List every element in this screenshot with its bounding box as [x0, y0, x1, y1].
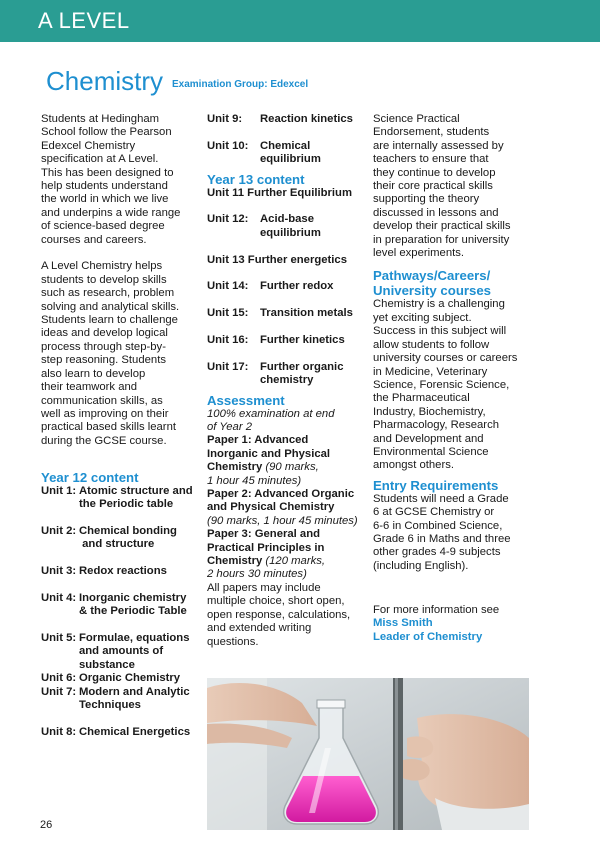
- text-line: Grade 6 in Maths and three: [373, 532, 511, 545]
- text-line: Science Practical: [373, 113, 460, 125]
- unit-title: [75, 592, 187, 619]
- text-line: (including English).: [373, 559, 469, 572]
- text-line: other grades 4-9 subjects: [373, 546, 501, 559]
- text-line: their teamwork and: [41, 381, 138, 394]
- text-line: of Year 2: [207, 421, 253, 434]
- entry-requirements-paragraph: [373, 493, 548, 573]
- unit-number: Unit 4:: [41, 591, 77, 604]
- text-line: level experiments.: [373, 247, 465, 260]
- text-line: in preparation for university: [373, 233, 510, 246]
- unit-title: [75, 485, 193, 512]
- unit-title: [256, 140, 321, 167]
- chemistry-flask-photo: [207, 678, 529, 830]
- unit-title: [256, 334, 345, 347]
- unit-title: [75, 672, 180, 685]
- text-line: Chemistry is a challenging: [373, 298, 505, 311]
- text-line: students to develop skills: [41, 273, 167, 286]
- text-line: such as research, problem: [41, 287, 175, 300]
- unit-item: [41, 525, 199, 552]
- unit-item: [207, 307, 365, 320]
- unit-item: [41, 485, 199, 512]
- assessment-intro: [207, 408, 365, 435]
- text-line: their core practical skills: [373, 180, 493, 193]
- text-line: step reasoning. Students: [41, 354, 166, 367]
- unit-title: [75, 726, 190, 739]
- unit-13: Unit 13 Further energetics: [207, 253, 347, 266]
- text-line: Success in this subject will: [373, 325, 507, 338]
- unit-number: Unit 17:: [207, 360, 249, 373]
- unit-number: Unit 12:: [207, 213, 249, 226]
- unit-title-line: substance: [79, 658, 135, 671]
- text-line: Paper 3: General and: [207, 528, 321, 541]
- text-line: A Level Chemistry helps: [41, 260, 163, 273]
- unit-title-line: Organic Chemistry: [79, 672, 181, 685]
- unit-title-line: Chemical: [260, 139, 311, 152]
- text-line: amongst others.: [373, 459, 455, 472]
- column-left: [41, 113, 199, 739]
- text-line: courses and careers.: [41, 233, 147, 246]
- unit-title-line: equilibrium: [260, 153, 321, 166]
- text-line: the world in which we live: [41, 193, 169, 206]
- unit-item: [41, 686, 199, 713]
- text-line: School follow the Pearson: [41, 126, 172, 139]
- unit-item: [207, 140, 365, 167]
- text-line: yet exciting subject.: [373, 311, 472, 324]
- unit-title-line: equilibrium: [260, 226, 321, 239]
- contact-role: Leader of Chemistry: [373, 630, 483, 643]
- page-number: 26: [40, 819, 53, 831]
- unit-item: [41, 592, 199, 619]
- text-line: during the GCSE course.: [41, 434, 167, 447]
- paper-2: Paper 2: Advanced Organic and Physical Chemistry (90 marks, 1 hour 45 minutes): [207, 488, 365, 528]
- unit-number: Unit 14:: [207, 280, 249, 293]
- text-line: discussed in lessons and: [373, 206, 499, 219]
- text-line: Edexcel Chemistry: [41, 139, 136, 152]
- text-line: specification at A Level.: [41, 153, 159, 166]
- unit-title-line: Further organic: [260, 360, 344, 373]
- text-line: practical based skills learnt: [41, 421, 176, 434]
- text-line: Industry, Biochemistry,: [373, 405, 486, 418]
- unit-title-line: Modern and Analytic: [79, 685, 190, 698]
- unit-title: [256, 361, 343, 388]
- text-line: All papers may include: [207, 581, 321, 594]
- unit-number: Unit 15:: [207, 307, 249, 320]
- text-line: questions.: [207, 635, 259, 648]
- text-line: Students at Hedingham: [41, 113, 160, 125]
- banner-title: A LEVEL: [38, 8, 130, 33]
- text-line: solving and analytical skills.: [41, 300, 180, 313]
- unit-title-line: chemistry: [260, 374, 314, 387]
- flask-illustration: [207, 678, 529, 830]
- text-line: teachers to ensure that: [373, 153, 489, 166]
- text-line: of science-based degree: [41, 220, 165, 233]
- unit-number: Unit 16:: [207, 334, 249, 346]
- text-line: This has been designed to: [41, 166, 174, 179]
- unit-item: [41, 565, 199, 578]
- intro-paragraph-1: [41, 113, 199, 247]
- text-line: Students will need a Grade: [373, 492, 509, 505]
- assessment-heading: Assessment: [207, 392, 285, 408]
- science-practical-paragraph: [373, 113, 548, 260]
- unit-title-line: Redox reactions: [79, 564, 167, 577]
- text-line: Paper 1: Advanced: [207, 434, 309, 447]
- more-info-text: For more information see: [373, 603, 500, 616]
- text-line: and Development and: [373, 432, 484, 445]
- unit-number: Unit 6:: [41, 672, 77, 685]
- subject-title: Chemistry: [46, 66, 164, 96]
- unit-title: [256, 280, 333, 293]
- text-line: multiple choice, short open,: [207, 595, 345, 608]
- unit-number: Unit 9:: [207, 113, 243, 125]
- paper-3: Paper 3: General and Practical Principles in Chemistry (120 marks, 2 hours 30 minutes): [207, 528, 365, 582]
- text-line: help students understand: [41, 180, 168, 193]
- unit-title-line: Chemical Energetics: [79, 725, 191, 738]
- text-line: process through step-by-: [41, 340, 166, 353]
- unit-title: [75, 686, 190, 713]
- unit-title-line: Further redox: [260, 280, 334, 293]
- entry-requirements-heading: Entry Requirements: [373, 477, 499, 493]
- text-line: Science, Forensic Science,: [373, 378, 510, 391]
- text-line: are internally assessed by: [373, 139, 504, 152]
- text-line: and extended writing: [207, 622, 312, 635]
- text-line: Practical Principles in: [207, 541, 325, 554]
- text-line: develop their practical skills: [373, 220, 511, 233]
- text-line: 100% examination at end: [207, 407, 335, 420]
- exam-group: Examination Group: Edexcel: [172, 79, 309, 90]
- unit-title-line: Inorganic chemistry: [79, 591, 187, 604]
- header-banner: [0, 0, 600, 42]
- unit-title: [75, 632, 189, 672]
- unit-title-line: Acid-base: [260, 213, 314, 226]
- unit-title: [256, 213, 321, 240]
- unit-title: [75, 525, 177, 552]
- text-line: university courses or careers: [373, 352, 518, 365]
- text-line: Students learn to challenge: [41, 314, 178, 327]
- unit-title: [256, 307, 353, 320]
- unit-item: [41, 672, 199, 685]
- text-line: Pathways/Careers/: [373, 268, 491, 284]
- contact-name: Miss Smith: [373, 617, 433, 630]
- unit-title-line: Chemical bonding: [79, 524, 177, 537]
- text-line: allow students to follow: [373, 338, 490, 351]
- text-line: in Medicine, Veterinary: [373, 365, 488, 378]
- unit-item: [207, 113, 365, 126]
- unit-number: Unit 5:: [41, 631, 77, 644]
- text-line: open response, calculations,: [207, 608, 351, 621]
- unit-number: Unit 1:: [41, 484, 77, 497]
- year-12-heading: Year 12 content: [41, 469, 139, 485]
- unit-title-line: Atomic structure and: [79, 484, 193, 497]
- unit-item: [207, 334, 365, 347]
- text-line: well as improving on their: [41, 407, 169, 420]
- text-line: Pharmacology, Research: [373, 419, 499, 432]
- pathways-heading: [373, 268, 548, 298]
- column-right: [373, 113, 548, 644]
- unit-title-line: Reaction kinetics: [260, 113, 353, 125]
- text-line: ideas and develop logical: [41, 327, 168, 340]
- unit-item: [41, 632, 199, 672]
- unit-title-line: Techniques: [79, 698, 141, 711]
- unit-item: [207, 280, 365, 293]
- unit-number: Unit 7:: [41, 685, 77, 698]
- year-13-heading: Year 13 content: [207, 171, 305, 187]
- text-line: and Physical Chemistry: [207, 501, 335, 514]
- unit-11: Unit 11 Further Equilibrium: [207, 186, 352, 199]
- text-line: University courses: [373, 283, 492, 299]
- text-line: Inorganic and Physical: [207, 447, 331, 460]
- unit-title: [256, 113, 353, 126]
- unit-title-line: and amounts of: [79, 645, 164, 658]
- unit-title: [75, 565, 167, 578]
- unit-item: [207, 361, 365, 388]
- text-line: and underpins a wide range: [41, 206, 181, 219]
- text-line: supporting the theory: [373, 193, 480, 206]
- year-12-unit-list: [41, 485, 199, 740]
- unit-12: [207, 213, 365, 240]
- text-line: the Pharmaceutical: [373, 392, 470, 405]
- text-line: 6-6 in Combined Science,: [373, 519, 503, 532]
- text-line: 6 at GCSE Chemistry or: [373, 506, 495, 519]
- text-line: Endorsement, students: [373, 126, 490, 139]
- unit-title-line: Formulae, equations: [79, 631, 190, 644]
- text-line: they continue to develop: [373, 166, 496, 179]
- unit-title-line: Transition metals: [260, 307, 353, 320]
- year-12-unit-list-continued: [207, 113, 365, 167]
- unit-item: [41, 726, 199, 739]
- text-line: also learn to develop: [41, 367, 146, 380]
- unit-number: Unit 2:: [41, 524, 77, 537]
- pathways-paragraph: [373, 298, 548, 472]
- year-13-unit-list: [207, 280, 365, 387]
- unit-title-line: the Periodic table: [79, 497, 174, 510]
- text-line: communication skills, as: [41, 394, 163, 407]
- text-line: Paper 2: Advanced Organic: [207, 488, 355, 501]
- column-middle: [207, 113, 365, 649]
- text-line: Environmental Science: [373, 445, 489, 458]
- unit-item: [207, 213, 365, 240]
- unit-number: Unit 3:: [41, 564, 77, 577]
- unit-title-line: and structure: [79, 538, 155, 551]
- all-papers-note: [207, 582, 365, 649]
- unit-number: Unit 8:: [41, 725, 77, 738]
- unit-title-line: & the Periodic Table: [79, 605, 187, 618]
- unit-title-line: Further kinetics: [260, 334, 345, 346]
- unit-number: Unit 10:: [207, 139, 249, 152]
- intro-paragraph-2: [41, 260, 199, 448]
- paper-1: Paper 1: Advanced Inorganic and Physical Chemistry (90 marks, 1 hour 45 minutes): [207, 434, 365, 488]
